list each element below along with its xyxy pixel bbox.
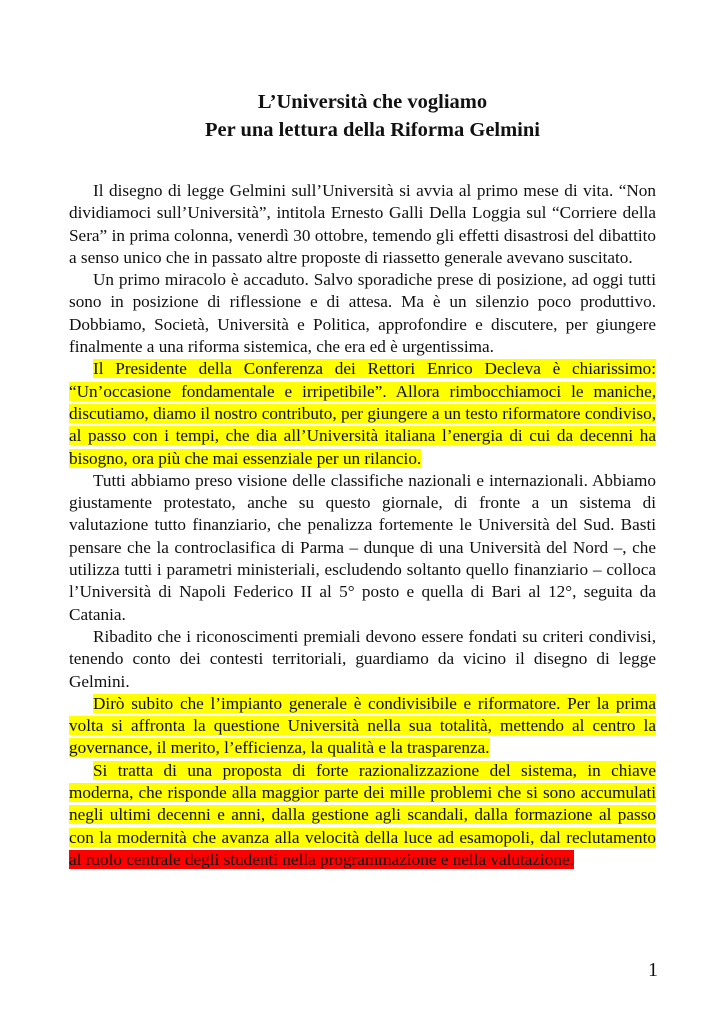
paragraph-text: Tutti abbiamo preso visione delle classifiche nazionali e internazionali. Abbiamo giustamente protestato, anche su questo giornale, di fronte a un sistema di valutazione tutto finanziario, che penalizza fortemente le Università del Sud. Basti pensare che la controclasifica di Parma – dunque di una Università del Nord –, che utilizza tutti i parametri ministeriali, escludendo soltanto quello finanziario – colloca l’Università di Napoli Federico II al 5° posto e quella di Bari al 12°, seguita da Catania. (69, 470, 656, 624)
paragraph-text: Un primo miracolo è accaduto. Salvo sporadiche prese di posizione, ad oggi tutti sono in posizione di riflessione e di attesa. Ma è un silenzio poco produttivo. Dobbiamo, Società, Università e Politica, approfondire e discutere, per giungere finalmente a una riforma sistemica, che era ed è urgentissima. (69, 270, 656, 357)
paragraph-3 (69, 358, 656, 469)
page-number: 1 (648, 959, 658, 981)
red-highlighted-text: al ruolo centrale degli studenti nella programmazione e nella valutazione. (69, 849, 574, 869)
document-subtitle: Per una lettura della Riforma Gelmini (205, 119, 540, 141)
paragraph-6 (69, 693, 656, 760)
paragraph-5 (69, 626, 656, 693)
highlighted-text: Dirò subito che l’impianto generale è condivisibile e riformatore. Per la prima volta si affronta la questione Università nella sua totalità, mettendo al centro la governance, il merito, l’efficienza, la qualità e la trasparenza. (69, 693, 656, 758)
highlighted-text: Il Presidente della Conferenza dei Rettori Enrico Decleva è chiarissimo: “Un’occasione fondamentale e irripetibile”. Allora rimbocchiamoci le maniche, discutiamo, diamo il nostro contributo, per giungere a un testo riformatore condiviso, al passo con i tempi, che dia all’Università italiana l’energia di cui da decenni ha bisogno, ora più che mai essenziale per un rilancio. (69, 359, 656, 468)
paragraph-2 (69, 269, 656, 358)
document-title: L’Università che vogliamo (257, 91, 488, 113)
paragraph-4 (69, 470, 656, 626)
highlighted-text: Si tratta di una proposta di forte razionalizzazione del sistema, in chiave moderna, che risponde alla maggior parte dei mille problemi che si sono accumulati negli ultimi decenni e anni, dalla gestione agli scandali, dalla formazione al passo con la modernità che avanza alla velocità della luce ad esamopoli, dal reclutamento (69, 760, 656, 847)
paragraph-text: Il disegno di legge Gelmini sull’Università si avvia al primo mese di vita. “Non dividiamoci sull’Università”, intitola Ernesto Galli Della Loggia sul “Corriere della Sera” in prima colonna, venerdì 30 ottobre, temendo gli effetti disastrosi del dibattito a senso unico che in passato altre proposte di riassetto generale avevano suscitato. (69, 181, 656, 267)
paragraph-7 (69, 760, 656, 871)
paragraph-1 (69, 180, 656, 269)
paragraph-text: Ribadito che i riconoscimenti premiali devono essere fondati su criteri condivisi, tenendo conto dei contesti territoriali, guardiamo da vicino il disegno di legge Gelmini. (69, 626, 656, 691)
document-body (69, 180, 656, 871)
